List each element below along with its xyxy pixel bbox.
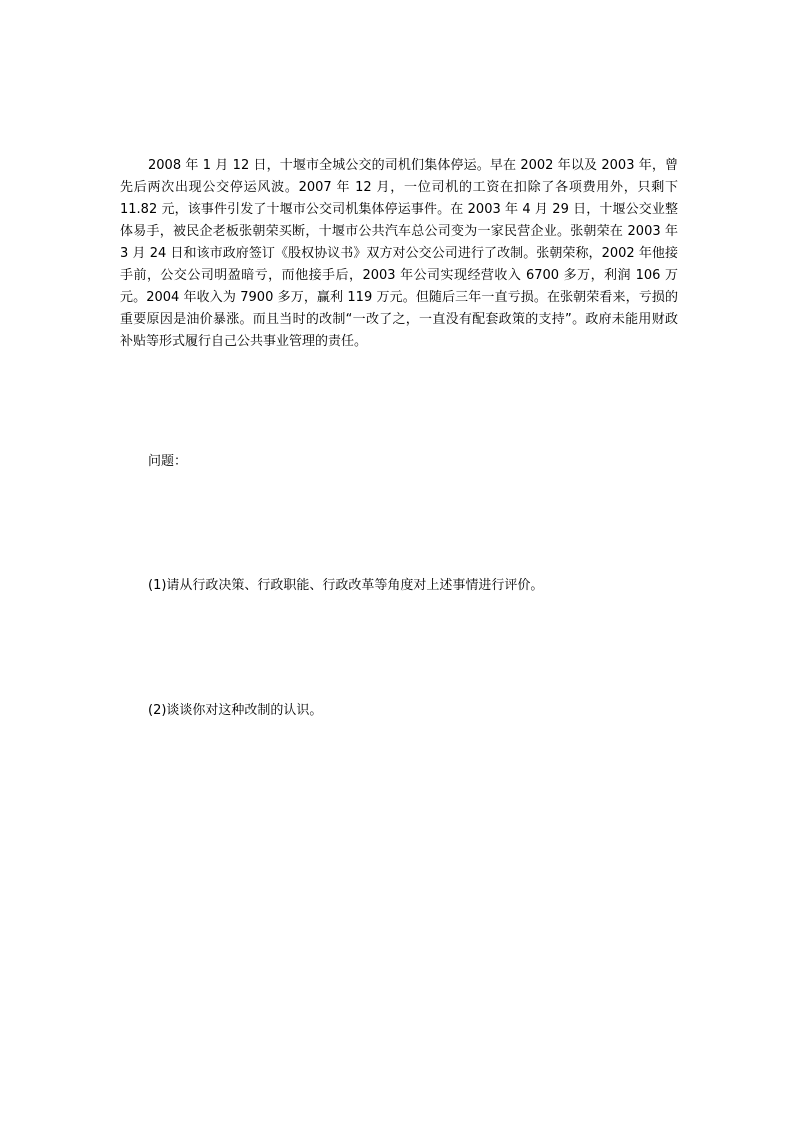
question-heading: 问题： <box>148 454 188 469</box>
question-2: (2)谈谈你对这种改制的认识。 <box>148 703 323 718</box>
question-1: (1)请从行政决策、行政职能、行政改革等角度对上述事情进行评价。 <box>148 578 544 593</box>
case-paragraph: 2008 年 1 月 12 日，十堰市全城公交的司机们集体停运。早在 2002 年以及 2003 年，曾先后两次出现公交停运风波。2007 年 12 月，一位司机的工资在扣除了各项费用外，只剩下 11.82 元，该事件引发了十堰市公交司机集体停运事件。在 2003 年 4 月 29 日，十堰公交业整体易手，被民企老板张朝荣买断，十堰市公共汽车总公司变为一家民营企业。张朝荣在 2003 年 3 月 24 日和该市政府签订《股权协议书》双方对公交公司进行了改制。张朝荣称，2002 年他接手前，公交公司明盈暗亏，而他接手后，2003 年公司实现经营收入 6700 多万，利润 106 万元。2004 年收入为 7900 多万，赢利 119 万元。但随后三年一直亏损。在张朝荣看来，亏损的重要原因是油价暴涨。而且当时的改制“一改了之，一直没有配套政策的支持”。政府未能用财政补贴等形式履行自己公共事业管理的责任。 <box>120 158 678 349</box>
